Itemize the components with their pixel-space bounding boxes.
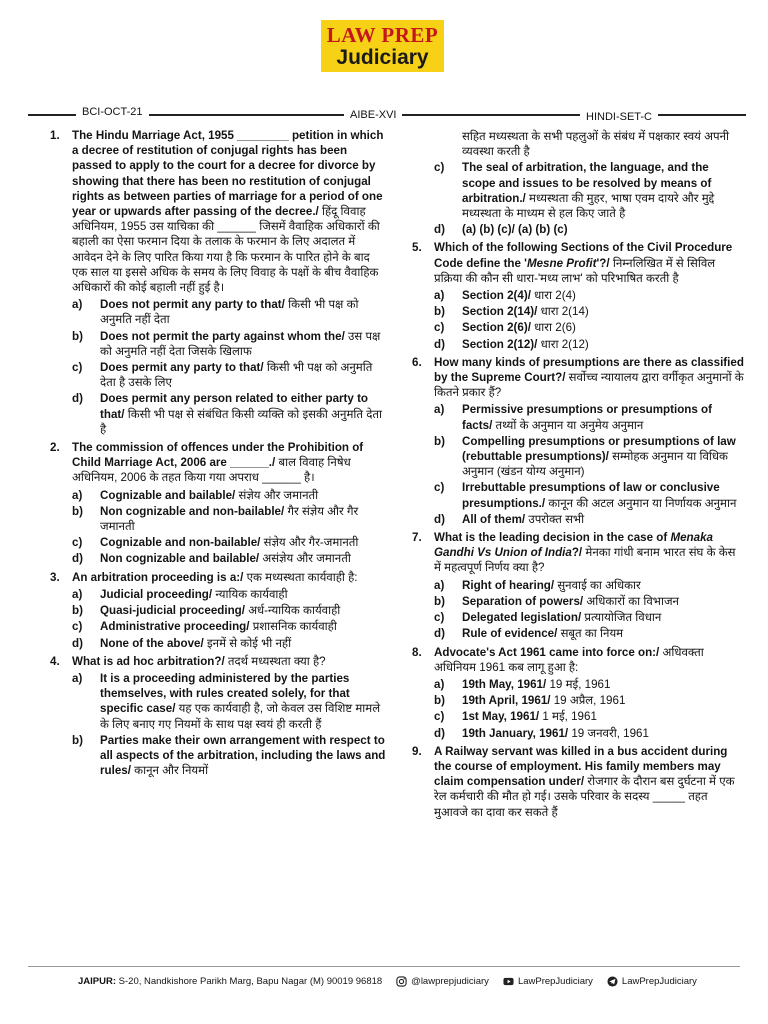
option-d: d) None of the above/ इनमें से कोई भी नहीं: [72, 636, 292, 650]
footer-mobile: (M) 90019 96818: [309, 976, 383, 987]
footer-instagram[interactable]: @lawprepjudiciary: [411, 976, 489, 987]
header-exam: AIBE-XVI: [344, 109, 402, 121]
logo-line-2: Judiciary: [336, 46, 429, 69]
option-c: c) Cognizable and non-bailable/ संज्ञेय और गैर-जमानती: [72, 536, 359, 550]
option-a: a) It is a proceeding administered by the parties themselves, with rules created solely, for that specific case/ यह एक कार्यवाही है, जो केवल उस विशिष्ट मामले के लिए बनाए गए नियमों के साथ पक्ष स्वयं ही करती हैं: [72, 671, 381, 731]
logo-line-1: LAW PREP: [326, 23, 439, 47]
option-c: c) Delegated legislation/ प्रत्यायोजित विधान: [434, 611, 662, 625]
left-column: [50, 128, 388, 778]
question-9: 9. A Railway servant was killed in a bus accident during the course of employment. His family members may claim compensation under/ रोजगार के दौरान बस दुर्घटना में एक रेल कर्मचारी की मौत हो गई। उसके परिवार के सदस्य _____ तहत मुआवजे का दावा कर सकते हैं: [412, 744, 735, 819]
telegram-icon: [607, 976, 618, 987]
question-3: 3. An arbitration proceeding is a:/ एक मध्यस्थता कार्यवाही है:: [50, 570, 358, 584]
header-code: BCI-OCT-21: [76, 106, 149, 118]
footer-telegram[interactable]: LawPrepJudiciary: [621, 976, 697, 987]
option-b: b) 19th April, 1961/ 19 अप्रैल, 1961: [434, 694, 626, 708]
option-c: c) The seal of arbitration, the language, and the scope and issues to be resolved by means of arbitration./ मध्यस्थता की मुहर, भाषा एवम दायरे और मुद्दे मध्यस्थता के माध्यम से हल किए जाते है: [434, 161, 715, 221]
option-d: d) Section 2(12)/ धारा 2(12): [434, 337, 589, 351]
paper-header: [28, 100, 746, 126]
option-c: c) Section 2(6)/ धारा 2(6): [434, 321, 576, 335]
option-b: b) Does not permit the party against whom the/ उस पक्ष को अनुमति नहीं देता जिसके खिलाफ: [72, 329, 381, 358]
question-text: The Hindu Marriage Act, 1955 ________ petition in which a decree of restitution of conjugal rights has been passed to apply to the court for a decree for divorce by showing that there has been no restitution of conjugal rights as between parties of marriage for a period of one year or upwards after passing of the decree./ हिंदू विवाह अधिनियम, 1955 उस याचिका की ______ जिसमें वैवाहिक अधिकारों की बहाली का ऐसा फरमान दिया के तलाक के फरमान के लिए अदालत में आवेदन देने के लिए पारित किया गया है कि फरमान के पारित होने के बाद एक साल या इससे अधिक के समय के लिए विवाह के पक्षों के बीच वैवाहिक अधिकारों की कोई बहाली नहीं हुई है।: [72, 129, 384, 295]
option-a: a) 19th May, 1961/ 19 मई, 1961: [434, 677, 611, 691]
footer-youtube[interactable]: LawPrepJudiciary: [517, 976, 593, 987]
option-b: b) Parties make their own arrangement with respect to all aspects of the arbitration, including the laws and rules/ कानून और नियमों: [72, 733, 386, 778]
option-a: a) Section 2(4)/ धारा 2(4): [434, 289, 576, 303]
footer-city: JAIPUR:: [78, 976, 117, 987]
option-b: b) Compelling presumptions or presumptions of law (rebuttable presumptions)/ सम्मोहक अनुमान या विधिक अनुमान (खंडन योग्य अनुमान): [434, 434, 736, 479]
option-a: a) Right of hearing/ सुनवाई का अधिकार: [434, 578, 641, 592]
option-b: b) Non cognizable and non-bailable/ गैर संज्ञेय और गैर जमानती: [72, 504, 359, 534]
footer-rule: [28, 966, 740, 967]
question-1: [50, 128, 388, 295]
option-d: d) 19th January, 1961/ 19 जनवरी, 1961: [434, 726, 649, 740]
option-c: c) 1st May, 1961/ 1 मई, 1961: [434, 710, 597, 724]
option-d: d) Rule of evidence/ सबूत का नियम: [434, 627, 624, 641]
question-4: 4. What is ad hoc arbitration?/ तदर्थ मध्यस्थता क्या है?: [50, 654, 326, 668]
footer: [78, 976, 758, 987]
option-c: c) Irrebuttable presumptions of law or conclusive presumptions./ कानून की अटल अनुमान या निर्णायक अनुमान: [434, 481, 737, 510]
option-d: d) Non cognizable and bailable/ असंज्ञेय और जमानती: [72, 552, 351, 566]
instagram-icon: [396, 976, 407, 987]
header-set: HINDI-SET-C: [580, 111, 658, 123]
option-a: a) Cognizable and bailable/ संज्ञेय और जमानती: [72, 488, 319, 502]
youtube-icon: [503, 976, 514, 987]
question-7: 7. What is the leading decision in the case of Menaka Gandhi Vs Union of India?/ मेनका गांधी बनाम भारत संघ के केस में महत्वपूर्ण निर्णय क्या है?: [412, 531, 736, 575]
option-b: b) Section 2(14)/ धारा 2(14): [434, 305, 589, 319]
option-d: d) All of them/ उपरोक्त सभी: [434, 512, 585, 526]
law-prep-logo: [321, 20, 444, 72]
question-8: 8. Advocate's Act 1961 came into force on:/ अधिवक्ता अधिनियम 1961 कब लागू हुआ है:: [412, 645, 704, 674]
footer-address: S-20, Nandkishore Parikh Marg, Bapu Nagar: [118, 976, 308, 987]
option-d: d) Does permit any person related to either party to that/ किसी भी पक्ष से संबंधित किसी व्यक्ति को इसकी अनुमति देता है: [72, 392, 382, 436]
option-a: a) Does not permit any party to that/ किसी भी पक्ष को अनुमति नहीं देता: [72, 298, 359, 327]
option-b: b) Quasi-judicial proceeding/ अर्ध-न्यायिक कार्यवाही: [72, 604, 341, 618]
option-c: c) Does permit any party to that/ किसी भी पक्ष को अनुमति देता है उसके लिए: [72, 361, 373, 390]
option-c: c) Administrative proceeding/ प्रशासनिक कार्यवाही: [72, 620, 337, 634]
question-5: 5. Which of the following Sections of the Civil Procedure Code define the 'Mesne Profit'?/ निम्नलिखित में से सिविल प्रक्रिया की कौन सी धारा-'मध्य लाभ' को परिभाषित करती है: [412, 241, 733, 285]
option-b: b) Separation of powers/ अधिकारों का विभाजन: [434, 594, 679, 608]
option-a: a) Permissive presumptions or presumptions of facts/ तथ्यों के अनुमान या अनुमेय अनुमान: [434, 403, 712, 432]
right-column: [412, 128, 744, 822]
option-b-continued: सहित मध्यस्थता के सभी पहलुओं के संबंध में पक्षकार स्वयं अपनी व्यवस्था करती है: [462, 130, 730, 159]
question-6: 6. How many kinds of presumptions are there as classified by the Supreme Court?/ सर्वोच्च न्यायालय द्वारा वर्गीकृत अनुमानों के कितने प्रकार हैं?: [412, 355, 744, 400]
option-a: a) Judicial proceeding/ न्यायिक कार्यवाही: [72, 587, 288, 601]
question-number: 1.: [50, 129, 60, 142]
question-2: 2. The commission of offences under the Prohibition of Child Marriage Act, 2006 are ______./ बाल विवाह निषेध अधिनियम, 2006 के तहत किया गया अपराध ______ है।: [50, 441, 364, 485]
option-d: d) (a) (b) (c)/ (a) (b) (c): [434, 223, 568, 237]
